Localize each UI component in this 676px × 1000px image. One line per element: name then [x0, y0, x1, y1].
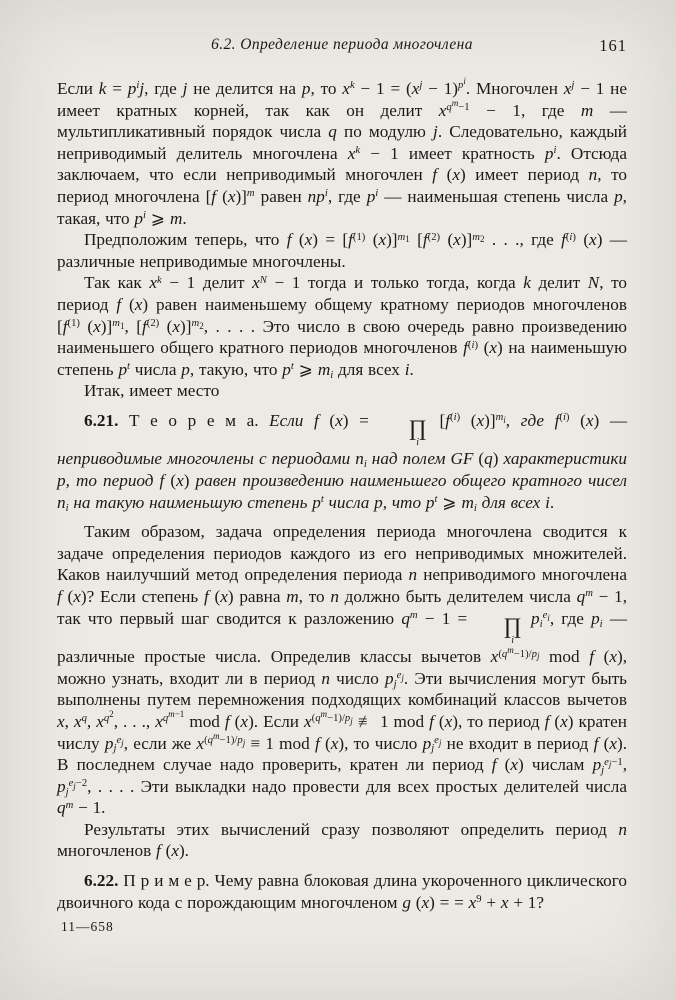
running-header: [57, 36, 627, 58]
signature-mark: 11—658: [61, 919, 114, 934]
para-results: Результаты этих вычислений сразу позволяют определить период n многочленов f (x).: [57, 819, 627, 861]
section-title: 6.2. Определение периода многочлена: [211, 36, 473, 53]
para-thus: Итак, имеет место: [84, 381, 220, 401]
para-continuation: Если $k = p^ij$, где j не делится на p, то $x^k - 1 = (x^j - 1)^{p^i}$. Многочлен $x^j - 1$ не имеет кратных корней, так как он делит $x^{q^m-1} - 1$, где m — мультипликативный порядок числа q по модулю j. Следовательно, каждый неприводимый делитель многочлена $x^k - 1$ имеет кратность $p^i$. Отсюда заключаем, что если неприводимый многочлен f (x) имеет период n, то период многочлена [f (x)]$^m$ равен $np^i$, где $p^i$ — наименьшая степень числа p, такая, что $p^i$ ⩾ m.: [57, 76, 628, 228]
page-body: [57, 78, 627, 913]
text-column: [57, 36, 627, 913]
example-6-22: 6.22. П р и м е р. Чему равна блоковая длина укороченного циклического двоичного кода с порождающим многочленом g (x) = = $x^9 + x + 1$?: [57, 871, 627, 912]
para-suppose: Предположим теперь, что f $(x) = [f^{(1)}$ (x)]$^{m_1}$ [$f^{(2)}$ (x)]$^{m_2}$ . . ., где $f^{(i)}$ (x) — различные неприводимые многочлены.: [57, 230, 627, 271]
para-lcm-periods: Так как $x^k - 1$ делит $x^N - 1$ тогда и только тогда, когда k делит N, то период f (x) равен наименьшему общему кратному периодов многочленов [$f^{(1)}$ (x)]$^{m_1}$, [$f^{(2)}$ (x)]$^{m_2}$, . . . . Это число в свою очередь равно произведению наименьшего общего кратного периодов многочленов $f^{(i)}$ (x) на наименьшую степень $p^t$ числа p, такую, что $p^t$ ⩾ $m_i$ для всех i.: [57, 273, 627, 381]
page-number: 161: [599, 36, 627, 55]
para-method: Таким образом, задача определения периода многочлена сводится к задаче определения периодов каждого из его неприводимых множителей. Каков наилучший метод определения периода n неприводимого многочлена f (x)? Если степень f (x) равна m, то n должно быть делителем числа $q^m - 1$, так что первый шаг сводится к разложению $q^m - 1$ = ∏ i $p_i^{e_i}$, где $p_i$ — различные простые числа. Определив классы вычетов $x^{(q^m-1)/p_j}$ mod f (x), можно узнать, входит ли в период n число $p_j^{e_j}$. Эти вычисления могут быть выполнены путем перемножения подходящих комбинаций классов вычетов x, $x^q$, $x^{q^2}$, . . ., $x^{q^{m-1}}$ mod f (x). Если $x^{(q^m-1)/p_j}$ ≢ 1 mod f (x), то период f (x) кратен числу $p_j^{e_j}$, если же $x^{(q^m-1)/p_j} \equiv 1$ mod f (x), то число $p_j^{e_j}$ не входит в период f (x). В последнем случае надо проверить, кратен ли период f (x) числам $p_j^{e_j-1}$, $p_j^{e_j-2}$, . . . . Эти выкладки надо провести для всех простых делителей числа $q^m - 1$.: [57, 522, 628, 818]
theorem-6-21: 6.21. Т е о р е м а. Если f (x) = ∏ i [$f^{(i)}$ (x)]$^{m_i}$, где $f^{(i)}$ (x) — неприводимые многочлены с периодами $n_i$ над полем GF (q) характеристики p, то период f (x) равен произведению наименьшего общего кратного чисел $n_i$ на такую наименьшую степень $p^t$ числа p, что $p^t$ ⩾ $m_i$ для всех i.: [57, 410, 628, 514]
